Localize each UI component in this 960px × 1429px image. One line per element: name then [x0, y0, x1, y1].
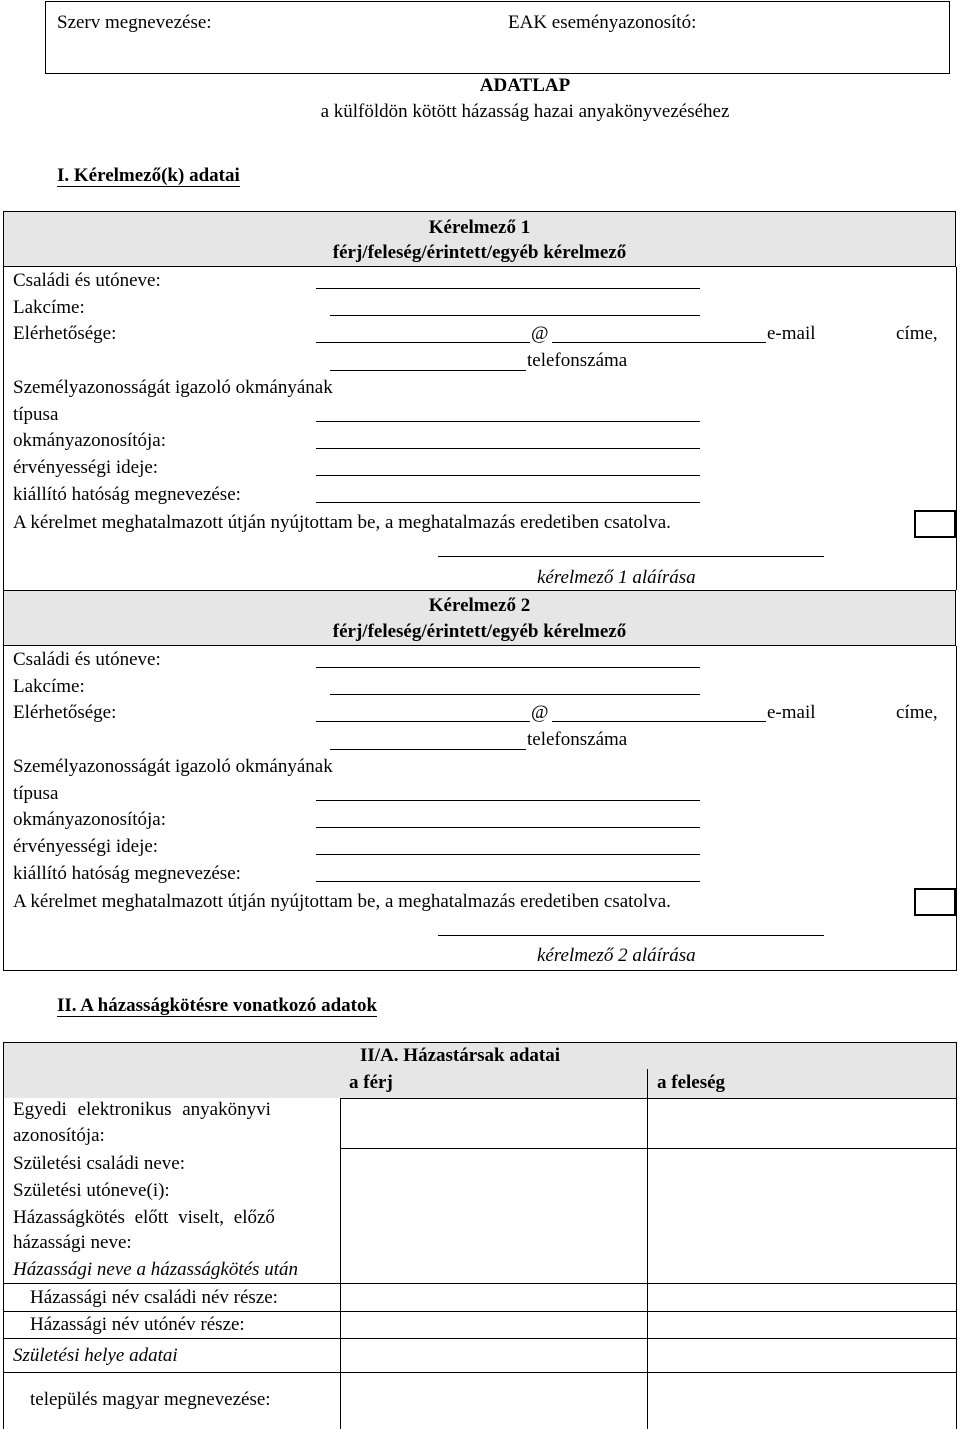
- a2-at: @: [531, 702, 549, 723]
- applicant2-left-border: [3, 646, 4, 970]
- table-header-bottom: [340, 1098, 957, 1099]
- table-right-border: [956, 1042, 957, 1429]
- a2-name-label: Családi és utóneve:: [13, 649, 161, 670]
- row-birthplace: Születési helye adatai: [13, 1345, 178, 1366]
- a2-docid-label: okmányazonosítója:: [13, 809, 167, 830]
- row-line-1: [340, 1148, 957, 1149]
- row-birth-given: Születési utóneve(i):: [13, 1180, 170, 1201]
- col-husband-header: a férj: [349, 1072, 393, 1093]
- row-married-name: Házassági neve a házasságkötés után: [13, 1259, 298, 1280]
- row-line-2: [3, 1283, 957, 1284]
- page-title: ADATLAP: [479, 75, 571, 96]
- applicant1-title: Kérelmező 1: [428, 217, 531, 238]
- a1-docid-label: okmányazonosítója:: [13, 430, 167, 451]
- a1-email-label: e-mail: [767, 323, 816, 344]
- a1-signature-line[interactable]: [438, 556, 824, 557]
- applicant2-bottom-border: [3, 970, 957, 971]
- a2-issuer-label: kiállító hatóság megnevezése:: [13, 863, 241, 884]
- applicant1-subtitle: férj/feleség/érintett/egyéb kérelmező: [332, 242, 627, 263]
- row-eak-id-1: Egyedi elektronikus anyakönyvi: [13, 1099, 271, 1120]
- row-eak-id-2: azonosítója:: [13, 1125, 105, 1146]
- a2-validity-line[interactable]: [316, 854, 700, 855]
- a2-contact-label: Elérhetősége:: [13, 702, 117, 723]
- a2-phone-label: telefonszáma: [527, 729, 628, 750]
- a1-issuer-label: kiállító hatóság megnevezése:: [13, 484, 241, 505]
- row-birth-surname: Születési családi neve:: [13, 1153, 185, 1174]
- a1-issuer-line[interactable]: [316, 502, 700, 503]
- a1-validity-line[interactable]: [316, 475, 700, 476]
- a2-id-doc-label: Személyazonosságát igazoló okmányának: [13, 756, 333, 777]
- a2-type-label: típusa: [13, 783, 59, 804]
- col-wife-header: a feleség: [657, 1072, 726, 1093]
- a1-address-label: Lakcíme:: [13, 297, 85, 318]
- a2-proxy-text: A kérelmet meghatalmazott útján nyújtottam be, a meghatalmazás eredetiben csatolva.: [13, 891, 671, 912]
- a2-docid-line[interactable]: [316, 827, 700, 828]
- table-col-divider-2: [647, 1069, 648, 1429]
- a1-phone-label: telefonszáma: [527, 350, 628, 371]
- row-prev-name-1: Házasságkötés előtt viselt, előző: [13, 1207, 275, 1228]
- page-subtitle: a külföldön kötött házasság hazai anyakönyvezéséhez: [320, 101, 730, 122]
- a1-at: @: [531, 323, 549, 344]
- a1-contact-label: Elérhetősége:: [13, 323, 117, 344]
- a2-email-label: e-mail: [767, 702, 816, 723]
- section2-heading: II. A házasságkötésre vonatkozó adatok: [57, 995, 378, 1016]
- a2-email-line-1[interactable]: [316, 721, 530, 722]
- a2-address-line[interactable]: [330, 694, 700, 695]
- a2-email-line-2[interactable]: [552, 721, 766, 722]
- row-line-3: [3, 1311, 957, 1312]
- a2-cime-label: címe,: [896, 702, 938, 723]
- a2-name-line[interactable]: [316, 667, 700, 668]
- a2-signature-line[interactable]: [438, 935, 824, 936]
- a1-phone-line[interactable]: [330, 370, 526, 371]
- row-prev-name-2: házassági neve:: [13, 1232, 132, 1253]
- a1-email-line-1[interactable]: [316, 342, 530, 343]
- a1-id-doc-label: Személyazonosságát igazoló okmányának: [13, 377, 333, 398]
- a1-proxy-checkbox[interactable]: [914, 510, 956, 538]
- table-top-border: [3, 1042, 957, 1043]
- a1-type-line[interactable]: [316, 421, 700, 422]
- a2-signature-label: kérelmező 2 aláírása: [537, 945, 696, 966]
- spouses-table-title: II/A. Házastársak adatai: [360, 1045, 561, 1066]
- a1-docid-line[interactable]: [316, 448, 700, 449]
- szerv-label: Szerv megnevezése:: [57, 12, 212, 33]
- a2-address-label: Lakcíme:: [13, 676, 85, 697]
- row-married-given: Házassági név utónév része:: [30, 1314, 245, 1335]
- applicant1-right-border: [956, 267, 957, 590]
- applicant2-title: Kérelmező 2: [428, 595, 531, 616]
- a2-issuer-line[interactable]: [316, 881, 700, 882]
- eak-label: EAK eseményazonosító:: [508, 12, 697, 33]
- row-married-surname: Házassági név családi név része:: [30, 1287, 278, 1308]
- a2-type-line[interactable]: [316, 800, 700, 801]
- row-settlement: település magyar megnevezése:: [30, 1389, 271, 1410]
- a2-validity-label: érvényességi ideje:: [13, 836, 159, 857]
- applicant1-left-border: [3, 267, 4, 590]
- table-left-border: [3, 1042, 4, 1429]
- a1-type-label: típusa: [13, 404, 59, 425]
- a1-name-label: Családi és utóneve:: [13, 270, 161, 291]
- a1-proxy-text: A kérelmet meghatalmazott útján nyújtottam be, a meghatalmazás eredetiben csatolva.: [13, 512, 671, 533]
- a1-validity-label: érvényességi ideje:: [13, 457, 159, 478]
- a1-cime-label: címe,: [896, 323, 938, 344]
- a1-email-line-2[interactable]: [552, 342, 766, 343]
- a2-phone-line[interactable]: [330, 749, 526, 750]
- applicant2-subtitle: férj/feleség/érintett/egyéb kérelmező: [332, 621, 627, 642]
- row-line-5: [3, 1372, 957, 1373]
- section1-heading: I. Kérelmező(k) adatai: [57, 165, 240, 186]
- a1-signature-label: kérelmező 1 aláírása: [537, 567, 696, 588]
- a1-name-line[interactable]: [316, 288, 700, 289]
- a1-address-line[interactable]: [330, 315, 700, 316]
- a2-proxy-checkbox[interactable]: [914, 888, 956, 916]
- applicant2-right-border: [956, 646, 957, 970]
- row-line-4: [3, 1338, 957, 1339]
